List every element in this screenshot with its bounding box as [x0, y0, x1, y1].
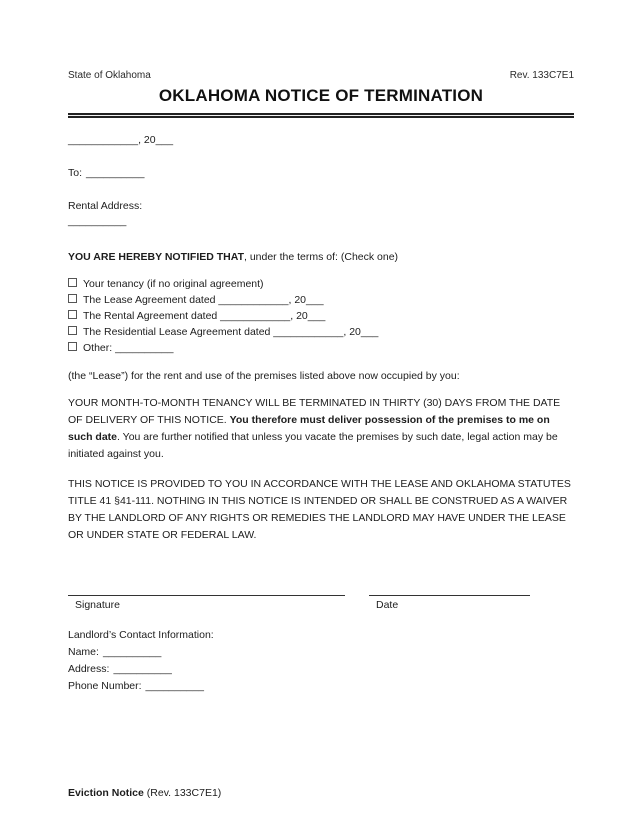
option-label: Your tenancy (if no original agreement) [83, 278, 264, 290]
rental-address-block [68, 199, 574, 229]
contact-address-line [68, 661, 574, 678]
date-line [68, 134, 574, 146]
signature-line[interactable] [68, 594, 345, 596]
name-blank: __________ [102, 646, 162, 658]
date-blank: ____________, 20___ [68, 134, 174, 146]
signature-block [68, 594, 574, 611]
checkbox-icon[interactable] [68, 326, 77, 335]
document-footer [68, 787, 221, 799]
state-label: State of Oklahoma [68, 70, 151, 81]
rental-address-blank: __________ [68, 215, 127, 227]
notified-line [68, 251, 574, 263]
address-blank: __________ [113, 663, 172, 675]
name-label: Name: [68, 646, 99, 658]
option-label: Other: __________ [83, 342, 174, 354]
check-one-options [68, 276, 574, 356]
checkbox-icon[interactable] [68, 310, 77, 319]
date-column [369, 594, 530, 611]
lease-definition-line: (the “Lease”) for the rent and use of the premises listed above now occupied by you: [68, 370, 460, 382]
checkbox-icon[interactable] [68, 342, 77, 351]
statute-paragraph: THIS NOTICE IS PROVIDED TO YOU IN ACCORDANCE WITH THE LEASE AND OKLAHOMA STATUTES TITLE 41 §41-111. NOTHING IN THIS NOTICE IS INTENDED OR SHALL BE CONSTRUED AS A WAIVER BY THE LANDLORD OF ANY RIGHTS OR REMEDIES THE LANDLORD MAY HAVE UNDER THE LEASE OR UNDER STATE OR FEDERAL LAW. [68, 478, 571, 541]
option-tenancy[interactable] [68, 276, 574, 292]
option-other[interactable] [68, 340, 574, 356]
option-residential-lease-agreement[interactable] [68, 324, 574, 340]
option-label: The Lease Agreement dated ____________, 20___ [83, 294, 324, 306]
termination-paragraph [68, 395, 576, 463]
phone-label: Phone Number: [68, 680, 142, 692]
notified-bold-text: YOU ARE HEREBY NOTIFIED THAT [68, 251, 244, 263]
option-lease-agreement[interactable] [68, 292, 574, 308]
phone-blank: __________ [145, 680, 204, 692]
termination-text-2: . You are further notified that unless you vacate the premises by such date, legal action may be initiated against you. [68, 431, 558, 460]
signature-label: Signature [75, 599, 120, 611]
option-label: The Rental Agreement dated ____________, 20___ [83, 310, 326, 322]
page-title: OKLAHOMA NOTICE OF TERMINATION [158, 86, 484, 105]
to-line [68, 167, 574, 179]
checkbox-icon[interactable] [68, 294, 77, 303]
contact-phone-line [68, 678, 574, 695]
termination-text-1: YOUR MONTH-TO-MONTH TENANCY WILL BE TERMINATED IN THIRTY (30) DAYS FROM THE DATE OF DELIVERY OF THIS NOTICE. [68, 397, 561, 426]
footer-doc-name: Eviction Notice [68, 787, 144, 799]
option-label: The Residential Lease Agreement dated ____________, 20___ [83, 326, 379, 338]
contact-heading: Landlord’s Contact Information: [68, 629, 214, 641]
to-label: To: [68, 167, 83, 179]
document-header [68, 70, 574, 81]
to-blank: __________ [86, 167, 145, 179]
notified-rest-text: , under the terms of: (Check one) [243, 251, 399, 263]
contact-name-line [68, 644, 574, 661]
rental-address-label: Rental Address: [68, 200, 143, 212]
date-line-rule[interactable] [369, 594, 530, 596]
date-label: Date [376, 599, 399, 611]
footer-revision: (Rev. 133C7E1) [143, 787, 222, 799]
termination-bold-text: You therefore must deliver possession of the premises to me on such date [68, 414, 550, 443]
option-rental-agreement[interactable] [68, 308, 574, 324]
checkbox-icon[interactable] [68, 278, 77, 287]
revision-label: Rev. 133C7E1 [509, 70, 574, 81]
signature-column [68, 594, 345, 611]
title-divider [68, 113, 574, 118]
address-label: Address: [68, 663, 110, 675]
landlord-contact-block [68, 627, 574, 695]
